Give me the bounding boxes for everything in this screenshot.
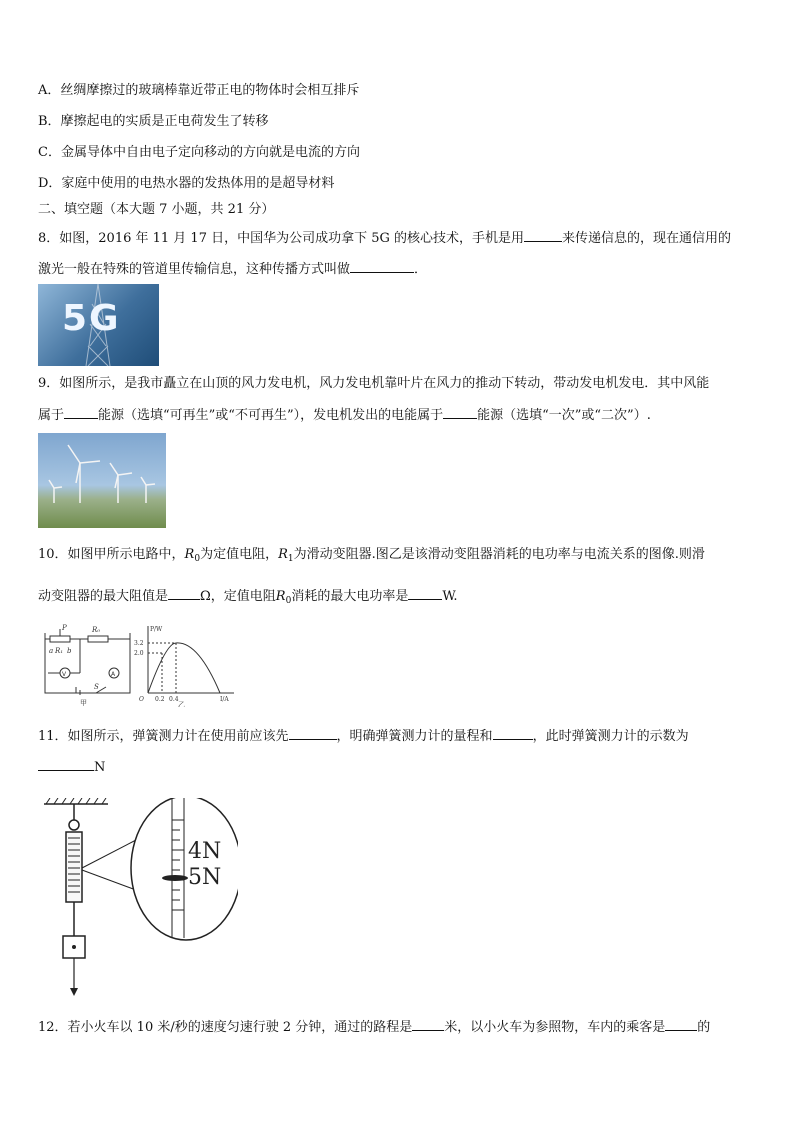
5g-label: 5G	[62, 298, 121, 339]
q8-blank-1[interactable]	[524, 229, 562, 242]
pointer-indicator	[162, 875, 188, 881]
arrow-down-icon	[70, 988, 78, 996]
switch-label: S	[94, 683, 99, 691]
graph-xtick-0.4: 0.4	[169, 696, 179, 703]
circuit-diagram	[45, 629, 130, 695]
circuit-label-r0: R₀	[92, 626, 101, 634]
q10-line2: 动变阻器的最大阻值是 Ω，定值电阻$R_0$消耗的最大电功率是 W.	[38, 589, 458, 606]
graph-xtick-0.2: 0.2	[155, 696, 165, 703]
q9-blank-2[interactable]	[443, 406, 477, 419]
graph-origin: O	[139, 696, 144, 703]
q8-line1: 8．如图，2016 年 11 月 17 日，中国华为公司成功拿下 5G 的核心技术，手机是用 来传递信息的，现在通信用的	[38, 231, 732, 246]
option-c: C．金属导体中自由电子定向移动的方向就是电流的方向	[38, 145, 360, 160]
q10-figure	[38, 621, 238, 707]
q11-blank-1[interactable]	[289, 727, 337, 740]
graph-ytick-2.0: 2.0	[134, 650, 144, 657]
q10-line1: 10．如图甲所示电路中，$R_0$为定值电阻，$R_1$为滑动变阻器.图乙是该滑动变阻器消耗的电功率与电流关系的图像.则滑	[38, 547, 705, 564]
ring-icon	[69, 820, 79, 830]
5g-tower-image	[38, 284, 159, 366]
option-b: B．摩擦起电的实质是正电荷发生了转移	[38, 114, 269, 129]
circuit-label-b: b	[67, 647, 72, 655]
graph-caption: 乙	[178, 701, 185, 707]
q12-blank-1[interactable]	[412, 1018, 444, 1031]
q12-line1: 12．若小火车以 10 米/秒的速度匀速行驶 2 分钟，通过的路程是 米，以小火车为参照物，车内的乘客是 的	[38, 1020, 711, 1035]
spring-scale-figure	[38, 798, 238, 998]
q11-line2: N	[38, 758, 105, 777]
q10-blank-2[interactable]	[408, 587, 442, 600]
power-current-graph	[148, 626, 234, 693]
circuit-label-p: P	[62, 624, 67, 632]
graph-ytick-3.2: 3.2	[134, 640, 144, 647]
q12-blank-2[interactable]	[665, 1018, 697, 1031]
scale-label-5n: 5N	[188, 865, 222, 890]
graph-ylabel: P/W	[150, 626, 163, 633]
q9-line1: 9．如图所示，是我市矗立在山顶的风力发电机，风力发电机靠叶片在风力的推动下转动，带动发电机发电．其中风能	[38, 376, 710, 391]
circuit-label-r1: R₁	[55, 647, 64, 655]
q11-line1: 11．如图所示，弹簧测力计在使用前应该先 ，明确弹簧测力计的量程和 ，此时弹簧测力计的示数为	[38, 729, 689, 744]
q8-line2: 激光一般在特殊的管道里传输信息，这种传播方式叫做 ．	[38, 262, 428, 277]
section-title: 二、填空题（本大题 7 小题，共 21 分）	[38, 202, 275, 217]
voltmeter-label: V	[62, 671, 67, 678]
q11-blank-3[interactable]	[38, 758, 94, 771]
graph-xlabel: I/A	[220, 696, 229, 703]
circuit-caption: 甲	[80, 699, 87, 707]
option-a: A．丝绸摩擦过的玻璃棒靠近带正电的物体时会相互排斥	[38, 83, 360, 98]
q10-blank-1[interactable]	[168, 587, 200, 600]
q9-blank-1[interactable]	[64, 406, 98, 419]
circuit-label-a: a	[49, 647, 54, 655]
option-d: D．家庭中使用的电热水器的发热体用的是超导材料	[38, 176, 335, 191]
q11-blank-2[interactable]	[493, 727, 533, 740]
q8-blank-2[interactable]	[350, 260, 414, 273]
wind-turbine-image	[38, 433, 166, 528]
ammeter-label: A	[111, 671, 116, 678]
q9-line2: 属于 能源（选填“可再生”或“不可再生”），发电机发出的电能属于 能源（选填“一次”或“二次”）.	[38, 408, 651, 423]
wind-turbine-icon	[38, 433, 166, 528]
scale-label-4n: 4N	[188, 839, 222, 864]
